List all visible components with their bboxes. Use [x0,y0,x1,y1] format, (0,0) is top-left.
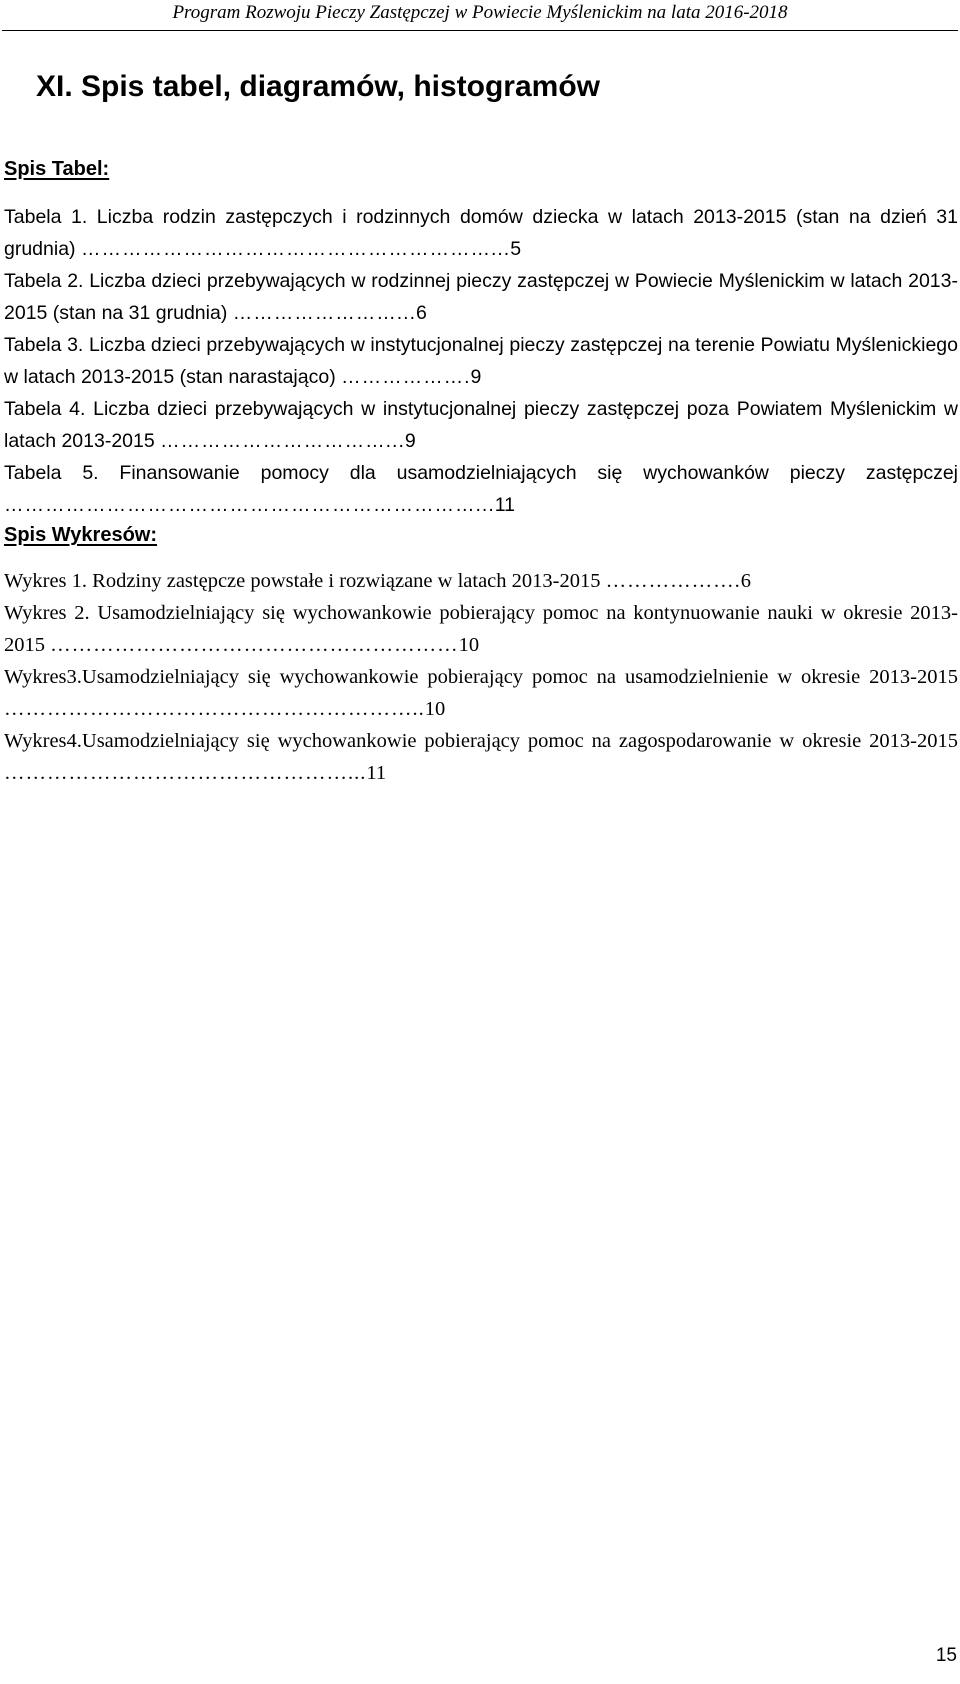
toc-entry-table-5[interactable] [4,457,958,521]
toc-leader-dots: ……………………... [232,302,417,324]
running-header: Program Rozwoju Pieczy Zastępczej w Powiecie Myślenickim na lata 2016-2018 [172,2,788,23]
toc-leader-dots: ………………………………………………… [50,634,459,656]
toc-leader-dots: ………………. [341,366,471,388]
toc-entry-text: Tabela 2. Liczba dzieci przebywających w rodzinnej pieczy zastępczej w Powiecie Myślenickim w latach 2013-2015 (stan na 31 grudnia) [4,270,958,324]
page-number: 15 [935,1645,957,1666]
toc-page-ref: 6 [740,570,751,592]
toc-leader-dots: …………………………………………... [4,762,367,784]
toc-entry-chart-1[interactable] [4,565,958,597]
header-divider [2,30,958,31]
toc-entry-text: Wykres 2. Usamodzielniający się wychowankowie pobierający pomoc na kontynuowanie nauki w okresie 2013-2015 [4,602,958,656]
toc-entry-text: Tabela 4. Liczba dzieci przebywających w instytucjonalnej pieczy zastępczej poza Powiatem Myślenickim w latach 2013-2015 [4,398,958,452]
toc-page-ref: 11 [494,494,516,516]
toc-leader-dots: ………………………………………………….. [4,698,425,720]
toc-entry-text: Wykres 1. Rodziny zastępcze powstałe i rozwiązane w latach 2013-2015 [4,570,601,592]
toc-page-ref: 9 [404,430,416,452]
toc-entry-text: Tabela 3. Liczba dzieci przebywających w instytucjonalnej pieczy zastępczej na terenie Powiatu Myślenickiego w latach 2013-2015 (stan narastająco) [4,334,958,388]
toc-entry-text: Tabela 5. Finansowanie pomocy dla usamodzielniających się wychowanków pieczy zastępczej [4,462,958,484]
toc-page-ref: 6 [416,302,427,324]
toc-entry-table-1[interactable] [4,201,958,265]
toc-leader-dots: ……………………………... [160,430,405,452]
toc-leader-dots: ……………………………………………………... [80,238,511,260]
charts-list-heading: Spis Wykresów: [4,524,158,546]
toc-entry-table-2[interactable] [4,265,958,329]
toc-page-ref: 10 [458,634,480,656]
page-title: XI. Spis tabel, diagramów, histogramów [36,70,600,103]
toc-page-ref: 9 [470,366,482,388]
toc-entry-chart-3[interactable] [4,661,958,725]
tables-list [4,201,958,521]
toc-entry-table-4[interactable] [4,393,958,457]
toc-page-ref: 11 [366,762,387,784]
toc-entry-text: Tabela 1. Liczba rodzin zastępczych i rodzinnych domów dziecka w latach 2013-2015 (stan na dzień 31 grudnia) [4,206,958,260]
charts-list [4,565,958,789]
toc-entry-text: Wykres3.Usamodzielniający się wychowankowie pobierający pomoc na usamodzielnienie w okresie 2013-2015 [4,666,958,688]
toc-entry-chart-2[interactable] [4,597,958,661]
tables-list-heading: Spis Tabel: [4,158,110,180]
toc-leader-dots: ……………………………………………………………... [4,494,495,516]
toc-entry-text: Wykres4.Usamodzielniający się wychowankowie pobierający pomoc na zagospodarowanie w okresie 2013-2015 [4,730,958,752]
toc-page-ref: 5 [510,238,522,260]
toc-entry-chart-4[interactable] [4,725,958,789]
toc-entry-table-3[interactable] [4,329,958,393]
toc-page-ref: 10 [424,698,446,720]
toc-leader-dots: ………………. [605,570,741,592]
